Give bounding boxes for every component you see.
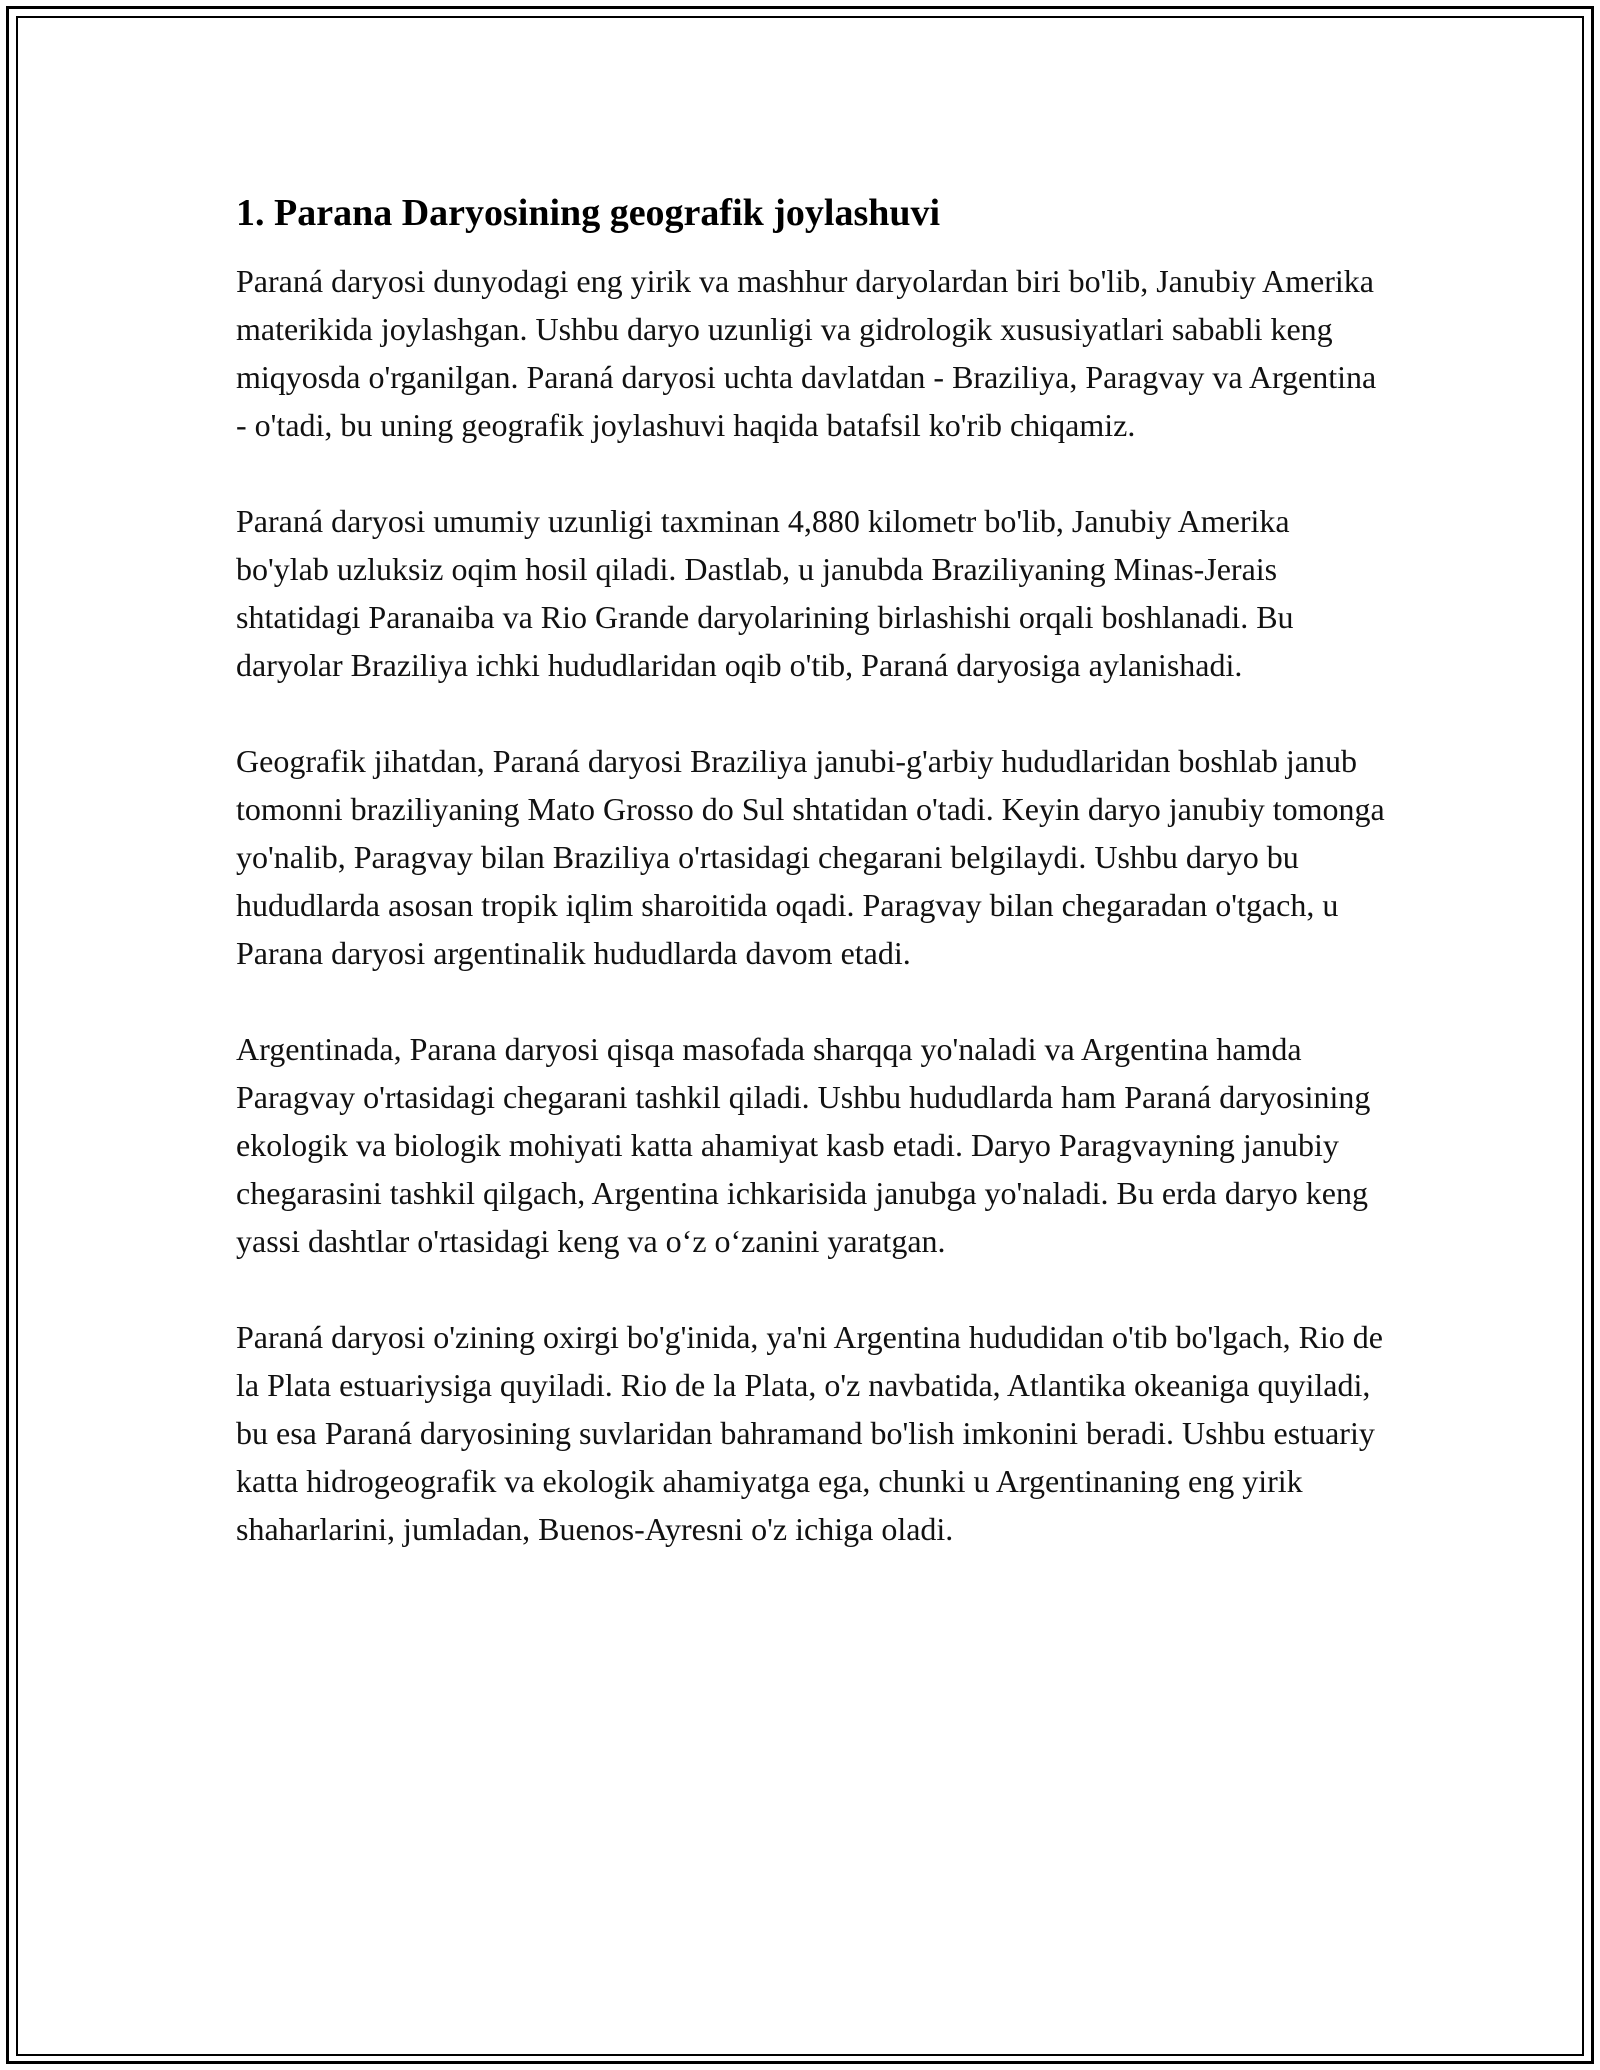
paragraph-5: Paraná daryosi o'zining oxirgi bo'g'inida, ya'ni Argentina hududidan o'tib bo'lgach, Rio de la Plata estuariysiga quyiladi. Rio de la Plata, o'z navbatida, Atlantika okeaniga quyiladi, bu esa Paraná daryosining suvlaridan bahramand bo'lish imkonini beradi. Ushbu estuariy katta hidrogeografik va ekologik ahamiyatga ega, chunki u Argentinaning eng yirik shaharlarini, jumladan, Buenos-Ayresni o'z ichiga oladi. [236, 1319, 1383, 1547]
paragraph-3: Geografik jihatdan, Paraná daryosi Braziliya janubi-g'arbiy hududlaridan boshlab janub tomonni braziliyaning Mato Grosso do Sul shtatidan o'tadi. Keyin daryo janubiy tomonga yo'nalib, Paragvay bilan Braziliya o'rtasidagi chegarani belgilaydi. Ushbu daryo bu hududlarda asosan tropik iqlim sharoitida oqadi. Paragvay bilan chegaradan o'tgach, u Parana daryosi argentinalik hududlarda davom etadi. [236, 743, 1385, 971]
section-heading: 1. Parana Daryosining geografik joylashuvi [236, 192, 941, 234]
document-body [236, 185, 1386, 1601]
paragraph-2: Paraná daryosi umumiy uzunligi taxminan 4,880 kilometr bo'lib, Janubiy Amerika bo'ylab uzluksiz oqim hosil qiladi. Dastlab, u janubda Braziliyaning Minas-Jerais shtatidagi Paranaiba va Rio Grande daryolarining birlashishi orqali boshlanadi. Bu daryolar Braziliya ichki hududlaridan oqib o'tib, Paraná daryosiga aylanishadi. [236, 503, 1294, 683]
paragraph-4: Argentinada, Parana daryosi qisqa masofada sharqqa yo'naladi va Argentina hamda Paragvay o'rtasidagi chegarani tashkil qiladi. Ushbu hududlarda ham Paraná daryosining ekologik va biologik mohiyati katta ahamiyat kasb etadi. Daryo Paragvayning janubiy chegarasini tashkil qilgach, Argentina ichkarisida janubga yo'naladi. Bu erda daryo keng yassi dashtlar o'rtasidagi keng va o‘z o‘zanini yaratgan. [236, 1031, 1371, 1259]
paragraph-1: Paraná daryosi dunyodagi eng yirik va mashhur daryolardan biri bo'lib, Janubiy Amerika materikida joylashgan. Ushbu daryo uzunligi va gidrologik xususiyatlari sababli keng miqyosda o'rganilgan. Paraná daryosi uchta davlatdan - Braziliya, Paragvay va Argentina - o'tadi, bu uning geografik joylashuvi haqida batafsil ko'rib chiqamiz. [236, 263, 1377, 443]
